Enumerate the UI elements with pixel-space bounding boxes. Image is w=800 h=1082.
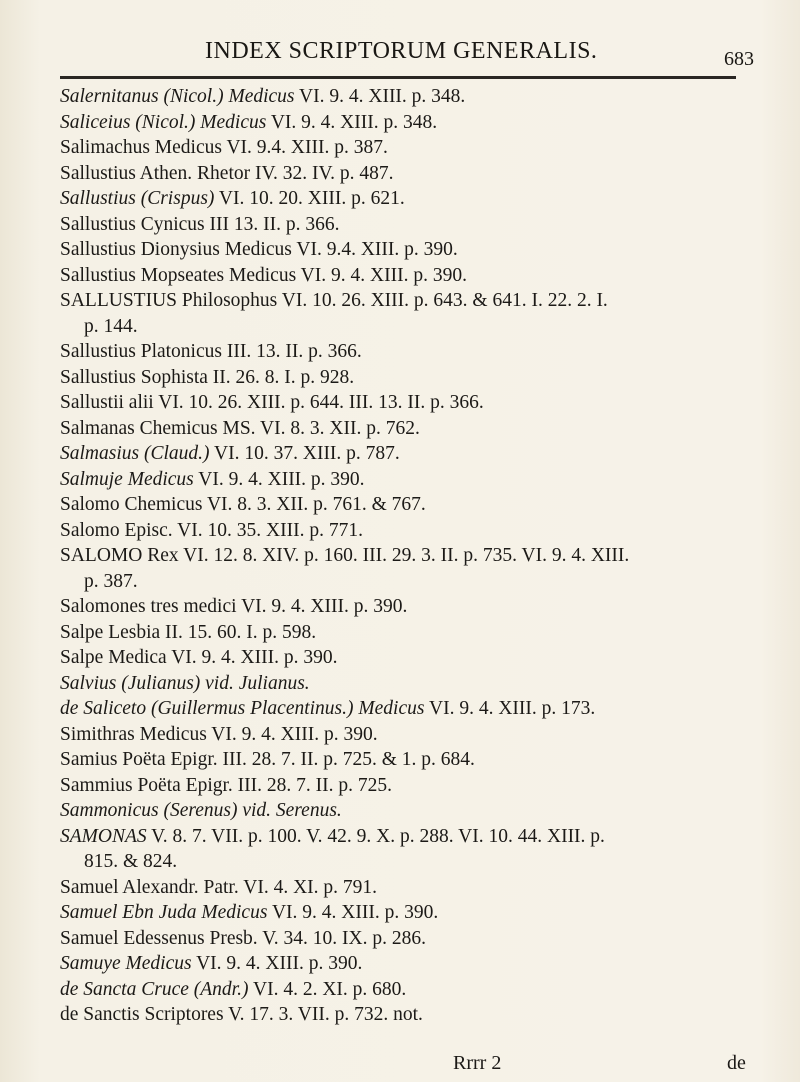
entry-text: Salomo Chemicus VI. 8. 3. XII. p. 761. & 767. — [60, 494, 426, 515]
entry-text: p. 144. — [84, 315, 138, 337]
index-entry — [60, 673, 750, 695]
entry-italic-text: Salmuje Medicus — [60, 468, 194, 490]
entry-text: SALOMO Rex VI. 12. 8. XIV. p. 160. III. 29. 3. II. p. 735. VI. 9. 4. XIII. — [60, 545, 630, 566]
index-entry — [60, 392, 750, 414]
page-footer — [0, 1052, 800, 1076]
index-entry — [60, 545, 750, 567]
index-entry — [60, 800, 750, 822]
index-entry — [60, 163, 750, 185]
entry-text: Salomo Episc. VI. 10. 35. XIII. p. 771. — [60, 519, 363, 541]
index-entry — [60, 902, 750, 924]
entry-italic-text: Samuye Medicus — [60, 953, 192, 974]
index-entry — [60, 188, 750, 210]
entry-text: Salimachus Medicus VI. 9.4. XIII. p. 387. — [60, 137, 388, 158]
index-entry — [60, 137, 750, 159]
entry-text: Salpe Medica VI. 9. 4. XIII. p. 390. — [60, 647, 338, 668]
index-entry — [60, 290, 750, 312]
entry-text: Samius Poëta Epigr. III. 28. 7. II. p. 725. & 1. p. 684. — [60, 749, 475, 770]
header-title: INDEX SCRIPTORUM GENERALIS. — [205, 38, 598, 64]
entry-text: Sammius Poëta Epigr. III. 28. 7. II. p. 725. — [60, 774, 393, 796]
entry-text: Sallustius Sophista II. 26. 8. I. p. 928. — [60, 366, 355, 388]
entry-text: de Sanctis Scriptores V. 17. 3. VII. p. 732. not. — [60, 1004, 423, 1025]
index-entry — [60, 469, 750, 491]
index-entry — [60, 928, 750, 950]
entry-text: VI. 9. 4. XIII. p. 390. — [267, 902, 439, 923]
entry-text: VI. 9. 4. XIII. p. 348. — [294, 86, 466, 107]
catchword: de — [727, 1052, 746, 1074]
entry-italic-text: de Sancta Cruce (Andr.) — [60, 978, 249, 1000]
index-entry-continuation — [84, 316, 774, 338]
entry-text: SALLUSTIUS Philosophus VI. 10. 26. XIII. p. 643. & 641. I. 22. 2. I. — [60, 290, 608, 311]
entry-text: p. 387. — [84, 570, 138, 592]
index-entry — [60, 1004, 750, 1026]
entry-text: VI. 9. 4. XIII. p. 390. — [191, 953, 363, 974]
index-entry — [60, 418, 750, 440]
entry-text: Sallustius Cynicus III 13. II. p. 366. — [60, 213, 340, 235]
entry-text: Salomones tres medici VI. 9. 4. XIII. p. 390. — [60, 596, 408, 617]
index-entry — [60, 953, 750, 975]
index-entry — [60, 698, 750, 720]
entry-text: Simithras Medicus VI. 9. 4. XIII. p. 390. — [60, 723, 378, 745]
index-entry — [60, 86, 750, 108]
entry-text: VI. 9. 4. XIII. p. 390. — [193, 468, 365, 490]
entry-italic-text: Salvius (Julianus) vid. Julianus. — [60, 672, 310, 694]
index-entry — [60, 112, 750, 134]
page-number: 683 — [724, 48, 754, 70]
index-entry — [60, 775, 750, 797]
index-entry — [60, 596, 750, 618]
entry-italic-text: Samuel Ebn Juda Medicus — [60, 902, 268, 923]
entry-text: VI. 9. 4. XIII. p. 348. — [266, 111, 438, 133]
index-entry — [60, 494, 750, 516]
index-entry — [60, 749, 750, 771]
index-entry — [60, 239, 750, 261]
entry-italic-text: Salmasius (Claud.) — [60, 443, 210, 464]
entry-text: Salmanas Chemicus MS. VI. 8. 3. XII. p. 762. — [60, 417, 420, 439]
entry-italic-text: Sammonicus (Serenus) vid. Serenus. — [60, 800, 342, 821]
index-entry-continuation — [84, 571, 774, 593]
entry-text: VI. 9. 4. XIII. p. 173. — [424, 698, 596, 719]
page-header — [0, 38, 800, 78]
signature-mark: Rrrr 2 — [453, 1052, 502, 1074]
index-entry — [60, 647, 750, 669]
entry-text: Samuel Edessenus Presb. V. 34. 10. IX. p. 286. — [60, 927, 426, 949]
index-entry — [60, 724, 750, 746]
entry-text: VI. 10. 20. XIII. p. 621. — [214, 188, 405, 209]
entry-text: Salpe Lesbia II. 15. 60. I. p. 598. — [60, 621, 317, 643]
header-rule — [60, 76, 736, 79]
entry-text: Samuel Alexandr. Patr. VI. 4. XI. p. 791. — [60, 876, 378, 898]
entry-text: Sallustius Mopseates Medicus VI. 9. 4. XIII. p. 390. — [60, 264, 467, 286]
index-entry — [60, 341, 750, 363]
entry-text: Sallustius Athen. Rhetor IV. 32. IV. p. 487. — [60, 162, 394, 184]
index-entry — [60, 520, 750, 542]
index-entry — [60, 826, 750, 848]
entry-italic-text: Saliceius (Nicol.) Medicus — [60, 111, 267, 133]
entry-text: VI. 4. 2. XI. p. 680. — [248, 978, 407, 1000]
index-entry — [60, 214, 750, 236]
entry-text: Sallustii alii VI. 10. 26. XIII. p. 644. III. 13. II. p. 366. — [60, 392, 484, 413]
entry-text: 815. & 824. — [84, 851, 178, 872]
index-entry — [60, 443, 750, 465]
entry-text: Sallustius Platonicus III. 13. II. p. 366. — [60, 341, 362, 362]
index-entry — [60, 979, 750, 1001]
entry-italic-text: SAMONAS — [60, 825, 147, 847]
entry-text: Sallustius Dionysius Medicus VI. 9.4. XIII. p. 390. — [60, 239, 458, 260]
index-entry — [60, 367, 750, 389]
entry-italic-text: de Saliceto (Guillermus Placentinus.) Medicus — [60, 698, 425, 719]
entry-italic-text: Sallustius (Crispus) — [60, 188, 215, 209]
index-entry-continuation — [84, 851, 774, 873]
entry-text: V. 8. 7. VII. p. 100. V. 42. 9. X. p. 288. VI. 10. 44. XIII. p. — [146, 825, 605, 847]
entry-italic-text: Salernitanus (Nicol.) Medicus — [60, 86, 295, 107]
index-entry — [60, 265, 750, 287]
index-entry — [60, 877, 750, 899]
index-entry — [60, 622, 750, 644]
entry-text: VI. 10. 37. XIII. p. 787. — [209, 443, 400, 464]
